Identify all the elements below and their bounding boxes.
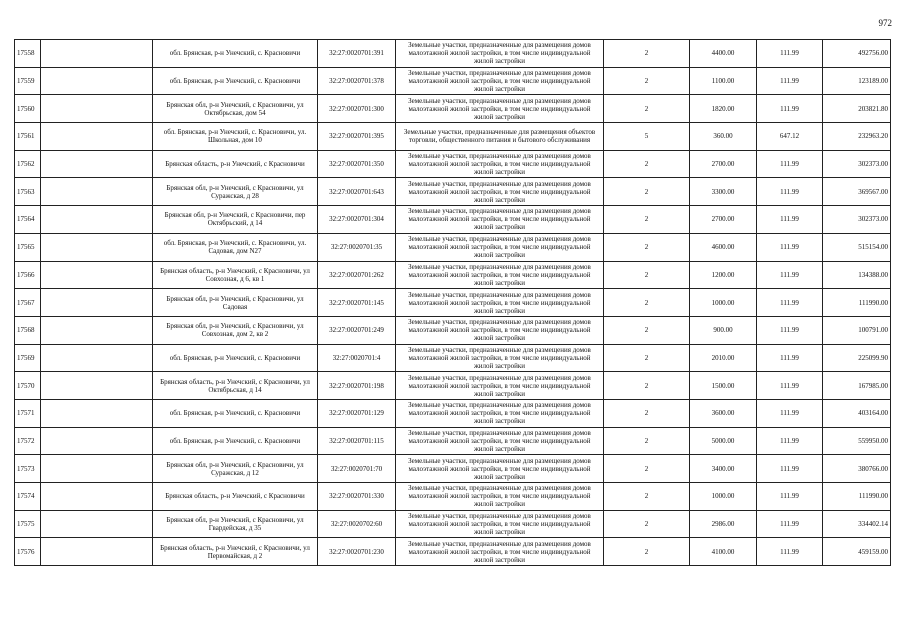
row-id-cell: 17566 [15, 261, 41, 289]
row-land-use-cell: Земельные участки, предназначенные для размещения домов малоэтажной жилой застройки, в том числе индивидуальной жилой застройки [396, 289, 604, 317]
row-group-code-cell: 2 [604, 261, 690, 289]
table-row [15, 483, 891, 511]
row-id-cell: 17564 [15, 206, 41, 234]
row-id-cell: 17563 [15, 178, 41, 206]
row-cadastral-number-cell: 32:27:0020701:35 [318, 233, 396, 261]
table-row [15, 455, 891, 483]
row-empty-cell [41, 67, 153, 95]
row-land-use-cell: Земельные участки, предназначенные для размещения домов малоэтажной жилой застройки, в том числе индивидуальной жилой застройки [396, 206, 604, 234]
row-land-use-cell: Земельные участки, предназначенные для размещения домов малоэтажной жилой застройки, в том числе индивидуальной жилой застройки [396, 316, 604, 344]
row-address-cell: Брянская обл, р-н Унечский, с Красновичи, пер Октябрьский, д 14 [153, 206, 318, 234]
row-specific-value-cell: 111.99 [757, 233, 823, 261]
row-cadastral-value-cell: 403164.00 [823, 399, 891, 427]
row-cadastral-value-cell: 167985.00 [823, 372, 891, 400]
row-empty-cell [41, 483, 153, 511]
table-row [15, 123, 891, 151]
row-id-cell: 17565 [15, 233, 41, 261]
row-land-use-cell: Земельные участки, предназначенные для размещения домов малоэтажной жилой застройки, в том числе индивидуальной жилой застройки [396, 344, 604, 372]
row-cadastral-number-cell: 32:27:0020701:350 [318, 150, 396, 178]
row-cadastral-number-cell: 32:27:0020701:129 [318, 399, 396, 427]
row-empty-cell [41, 123, 153, 151]
row-cadastral-number-cell: 32:27:0020701:4 [318, 344, 396, 372]
row-specific-value-cell: 111.99 [757, 40, 823, 68]
row-cadastral-number-cell: 32:27:0020701:145 [318, 289, 396, 317]
row-id-cell: 17568 [15, 316, 41, 344]
row-area-cell: 1100.00 [690, 67, 757, 95]
row-specific-value-cell: 111.99 [757, 316, 823, 344]
row-id-cell: 17558 [15, 40, 41, 68]
page-number: 972 [878, 18, 892, 28]
row-specific-value-cell: 111.99 [757, 67, 823, 95]
row-land-use-cell: Земельные участки, предназначенные для размещения домов малоэтажной жилой застройки, в том числе индивидуальной жилой застройки [396, 150, 604, 178]
row-cadastral-number-cell: 32:27:0020701:391 [318, 40, 396, 68]
row-address-cell: обл. Брянская, р-н Унечский, с. Красновичи [153, 344, 318, 372]
row-group-code-cell: 2 [604, 206, 690, 234]
row-empty-cell [41, 316, 153, 344]
row-land-use-cell: Земельные участки, предназначенные для размещения домов малоэтажной жилой застройки, в том числе индивидуальной жилой застройки [396, 399, 604, 427]
row-cadastral-value-cell: 559950.00 [823, 427, 891, 455]
row-group-code-cell: 2 [604, 399, 690, 427]
row-specific-value-cell: 111.99 [757, 206, 823, 234]
row-land-use-cell: Земельные участки, предназначенные для размещения домов малоэтажной жилой застройки, в том числе индивидуальной жилой застройки [396, 372, 604, 400]
table-row [15, 427, 891, 455]
row-specific-value-cell: 111.99 [757, 95, 823, 123]
row-id-cell: 17560 [15, 95, 41, 123]
row-specific-value-cell: 111.99 [757, 510, 823, 538]
row-address-cell: обл. Брянская, р-н Унечский, с. Красновичи, ул. Школьная, дом 10 [153, 123, 318, 151]
row-cadastral-value-cell: 100791.00 [823, 316, 891, 344]
row-empty-cell [41, 399, 153, 427]
row-address-cell: Брянская область, р-н Унечский, с Красновичи, ул Октябрьская, д 14 [153, 372, 318, 400]
row-address-cell: обл. Брянская, р-н Унечский, с. Красновичи [153, 399, 318, 427]
row-cadastral-value-cell: 492756.00 [823, 40, 891, 68]
row-specific-value-cell: 111.99 [757, 178, 823, 206]
row-cadastral-number-cell: 32:27:0020701:300 [318, 95, 396, 123]
row-specific-value-cell: 111.99 [757, 399, 823, 427]
row-cadastral-value-cell: 334402.14 [823, 510, 891, 538]
row-cadastral-number-cell: 32:27:0020701:330 [318, 483, 396, 511]
table-row [15, 95, 891, 123]
row-area-cell: 5000.00 [690, 427, 757, 455]
row-area-cell: 360.00 [690, 123, 757, 151]
row-id-cell: 17570 [15, 372, 41, 400]
row-cadastral-number-cell: 32:27:0020701:643 [318, 178, 396, 206]
row-id-cell: 17576 [15, 538, 41, 566]
row-area-cell: 1000.00 [690, 483, 757, 511]
row-cadastral-value-cell: 302373.00 [823, 150, 891, 178]
row-empty-cell [41, 455, 153, 483]
row-address-cell: Брянская обл, р-н Унечский, с Красновичи, ул Суражская, д 12 [153, 455, 318, 483]
row-cadastral-number-cell: 32:27:0020701:304 [318, 206, 396, 234]
row-group-code-cell: 5 [604, 123, 690, 151]
table-row [15, 289, 891, 317]
row-address-cell: Брянская обл, р-н Унечский, с Красновичи, ул Садовая [153, 289, 318, 317]
row-id-cell: 17567 [15, 289, 41, 317]
row-area-cell: 4600.00 [690, 233, 757, 261]
row-land-use-cell: Земельные участки, предназначенные для размещения домов малоэтажной жилой застройки, в том числе индивидуальной жилой застройки [396, 510, 604, 538]
row-group-code-cell: 2 [604, 289, 690, 317]
row-empty-cell [41, 372, 153, 400]
table-row [15, 150, 891, 178]
table-row [15, 233, 891, 261]
row-empty-cell [41, 178, 153, 206]
row-area-cell: 2986.00 [690, 510, 757, 538]
row-group-code-cell: 2 [604, 233, 690, 261]
row-cadastral-value-cell: 302373.00 [823, 206, 891, 234]
row-land-use-cell: Земельные участки, предназначенные для размещения объектов торговли, общественного питания и бытового обслуживания [396, 123, 604, 151]
registry-table [14, 39, 891, 566]
row-land-use-cell: Земельные участки, предназначенные для размещения домов малоэтажной жилой застройки, в том числе индивидуальной жилой застройки [396, 261, 604, 289]
row-group-code-cell: 2 [604, 483, 690, 511]
table-row [15, 40, 891, 68]
row-cadastral-number-cell: 32:27:0020701:198 [318, 372, 396, 400]
row-area-cell: 2700.00 [690, 150, 757, 178]
row-area-cell: 3300.00 [690, 178, 757, 206]
row-address-cell: Брянская область, р-н Унечский, с Красновичи, ул Первомайская, д 2 [153, 538, 318, 566]
row-area-cell: 1820.00 [690, 95, 757, 123]
row-specific-value-cell: 111.99 [757, 261, 823, 289]
row-area-cell: 4400.00 [690, 40, 757, 68]
row-group-code-cell: 2 [604, 455, 690, 483]
row-group-code-cell: 2 [604, 150, 690, 178]
row-land-use-cell: Земельные участки, предназначенные для размещения домов малоэтажной жилой застройки, в том числе индивидуальной жилой застройки [396, 538, 604, 566]
row-group-code-cell: 2 [604, 372, 690, 400]
row-group-code-cell: 2 [604, 316, 690, 344]
row-empty-cell [41, 95, 153, 123]
table-row [15, 67, 891, 95]
row-cadastral-value-cell: 459159.00 [823, 538, 891, 566]
row-id-cell: 17561 [15, 123, 41, 151]
row-cadastral-value-cell: 515154.00 [823, 233, 891, 261]
row-cadastral-value-cell: 123189.00 [823, 67, 891, 95]
row-id-cell: 17574 [15, 483, 41, 511]
row-empty-cell [41, 538, 153, 566]
row-id-cell: 17569 [15, 344, 41, 372]
row-land-use-cell: Земельные участки, предназначенные для размещения домов малоэтажной жилой застройки, в том числе индивидуальной жилой застройки [396, 67, 604, 95]
row-address-cell: Брянская обл, р-н Унечский, с Красновичи, ул Октябрьская, дом 54 [153, 95, 318, 123]
row-cadastral-value-cell: 225099.90 [823, 344, 891, 372]
row-land-use-cell: Земельные участки, предназначенные для размещения домов малоэтажной жилой застройки, в том числе индивидуальной жилой застройки [396, 233, 604, 261]
table-row [15, 344, 891, 372]
row-address-cell: Брянская обл, р-н Унечский, с Красновичи, ул Совхозная, дом 2, кв 2 [153, 316, 318, 344]
row-empty-cell [41, 150, 153, 178]
row-empty-cell [41, 40, 153, 68]
row-area-cell: 3600.00 [690, 399, 757, 427]
row-area-cell: 1000.00 [690, 289, 757, 317]
table-row [15, 510, 891, 538]
row-id-cell: 17572 [15, 427, 41, 455]
row-address-cell: обл. Брянская, р-н Унечский, с. Красновичи [153, 427, 318, 455]
row-empty-cell [41, 510, 153, 538]
row-specific-value-cell: 111.99 [757, 455, 823, 483]
row-specific-value-cell: 111.99 [757, 289, 823, 317]
row-cadastral-number-cell: 32:27:0020701:230 [318, 538, 396, 566]
row-specific-value-cell: 111.99 [757, 150, 823, 178]
row-cadastral-value-cell: 380766.00 [823, 455, 891, 483]
row-group-code-cell: 2 [604, 40, 690, 68]
row-land-use-cell: Земельные участки, предназначенные для размещения домов малоэтажной жилой застройки, в том числе индивидуальной жилой застройки [396, 483, 604, 511]
row-empty-cell [41, 233, 153, 261]
row-address-cell: обл. Брянская, р-н Унечский, с. Красновичи, ул. Садовая, дом N27 [153, 233, 318, 261]
row-id-cell: 17571 [15, 399, 41, 427]
row-address-cell: Брянская область, р-н Унечский, с Красновичи [153, 150, 318, 178]
row-cadastral-number-cell: 32:27:0020702:60 [318, 510, 396, 538]
table-row [15, 178, 891, 206]
row-id-cell: 17573 [15, 455, 41, 483]
row-group-code-cell: 2 [604, 538, 690, 566]
table-row [15, 372, 891, 400]
row-cadastral-number-cell: 32:27:0020701:378 [318, 67, 396, 95]
row-group-code-cell: 2 [604, 427, 690, 455]
row-specific-value-cell: 111.99 [757, 483, 823, 511]
table-row [15, 399, 891, 427]
row-cadastral-value-cell: 134388.00 [823, 261, 891, 289]
row-cadastral-value-cell: 111990.00 [823, 483, 891, 511]
row-address-cell: Брянская область, р-н Унечский, с Красновичи [153, 483, 318, 511]
row-land-use-cell: Земельные участки, предназначенные для размещения домов малоэтажной жилой застройки, в том числе индивидуальной жилой застройки [396, 178, 604, 206]
row-address-cell: обл. Брянская, р-н Унечский, с. Красновичи [153, 40, 318, 68]
row-area-cell: 2010.00 [690, 344, 757, 372]
row-area-cell: 1200.00 [690, 261, 757, 289]
row-specific-value-cell: 111.99 [757, 344, 823, 372]
row-area-cell: 2700.00 [690, 206, 757, 234]
table-row [15, 261, 891, 289]
row-address-cell: Брянская обл, р-н Унечский, с Красновичи, ул Суражская, д 28 [153, 178, 318, 206]
row-area-cell: 900.00 [690, 316, 757, 344]
table-row [15, 538, 891, 566]
row-cadastral-value-cell: 203821.80 [823, 95, 891, 123]
row-specific-value-cell: 111.99 [757, 372, 823, 400]
row-land-use-cell: Земельные участки, предназначенные для размещения домов малоэтажной жилой застройки, в том числе индивидуальной жилой застройки [396, 95, 604, 123]
row-cadastral-number-cell: 32:27:0020701:249 [318, 316, 396, 344]
row-group-code-cell: 2 [604, 510, 690, 538]
row-specific-value-cell: 111.99 [757, 538, 823, 566]
row-land-use-cell: Земельные участки, предназначенные для размещения домов малоэтажной жилой застройки, в том числе индивидуальной жилой застройки [396, 427, 604, 455]
row-empty-cell [41, 427, 153, 455]
row-cadastral-value-cell: 369567.00 [823, 178, 891, 206]
row-empty-cell [41, 344, 153, 372]
row-empty-cell [41, 261, 153, 289]
row-address-cell: Брянская обл, р-н Унечский, с Красновичи, ул Гвардейская, д 35 [153, 510, 318, 538]
row-empty-cell [41, 289, 153, 317]
row-cadastral-number-cell: 32:27:0020701:395 [318, 123, 396, 151]
row-id-cell: 17559 [15, 67, 41, 95]
row-area-cell: 1500.00 [690, 372, 757, 400]
row-cadastral-value-cell: 232963.20 [823, 123, 891, 151]
row-cadastral-number-cell: 32:27:0020701:115 [318, 427, 396, 455]
row-area-cell: 3400.00 [690, 455, 757, 483]
table-row [15, 206, 891, 234]
row-group-code-cell: 2 [604, 67, 690, 95]
row-specific-value-cell: 111.99 [757, 427, 823, 455]
table-row [15, 316, 891, 344]
row-address-cell: обл. Брянская, р-н Унечский, с. Красновичи [153, 67, 318, 95]
row-id-cell: 17575 [15, 510, 41, 538]
row-address-cell: Брянская область, р-н Унечский, с Красновичи, ул Совхозная, д 6, кв 1 [153, 261, 318, 289]
row-id-cell: 17562 [15, 150, 41, 178]
row-cadastral-number-cell: 32:27:0020701:70 [318, 455, 396, 483]
row-cadastral-number-cell: 32:27:0020701:262 [318, 261, 396, 289]
row-land-use-cell: Земельные участки, предназначенные для размещения домов малоэтажной жилой застройки, в том числе индивидуальной жилой застройки [396, 455, 604, 483]
row-group-code-cell: 2 [604, 178, 690, 206]
row-land-use-cell: Земельные участки, предназначенные для размещения домов малоэтажной жилой застройки, в том числе индивидуальной жилой застройки [396, 40, 604, 68]
row-empty-cell [41, 206, 153, 234]
row-area-cell: 4100.00 [690, 538, 757, 566]
row-group-code-cell: 2 [604, 344, 690, 372]
row-cadastral-value-cell: 111990.00 [823, 289, 891, 317]
row-group-code-cell: 2 [604, 95, 690, 123]
row-specific-value-cell: 647.12 [757, 123, 823, 151]
